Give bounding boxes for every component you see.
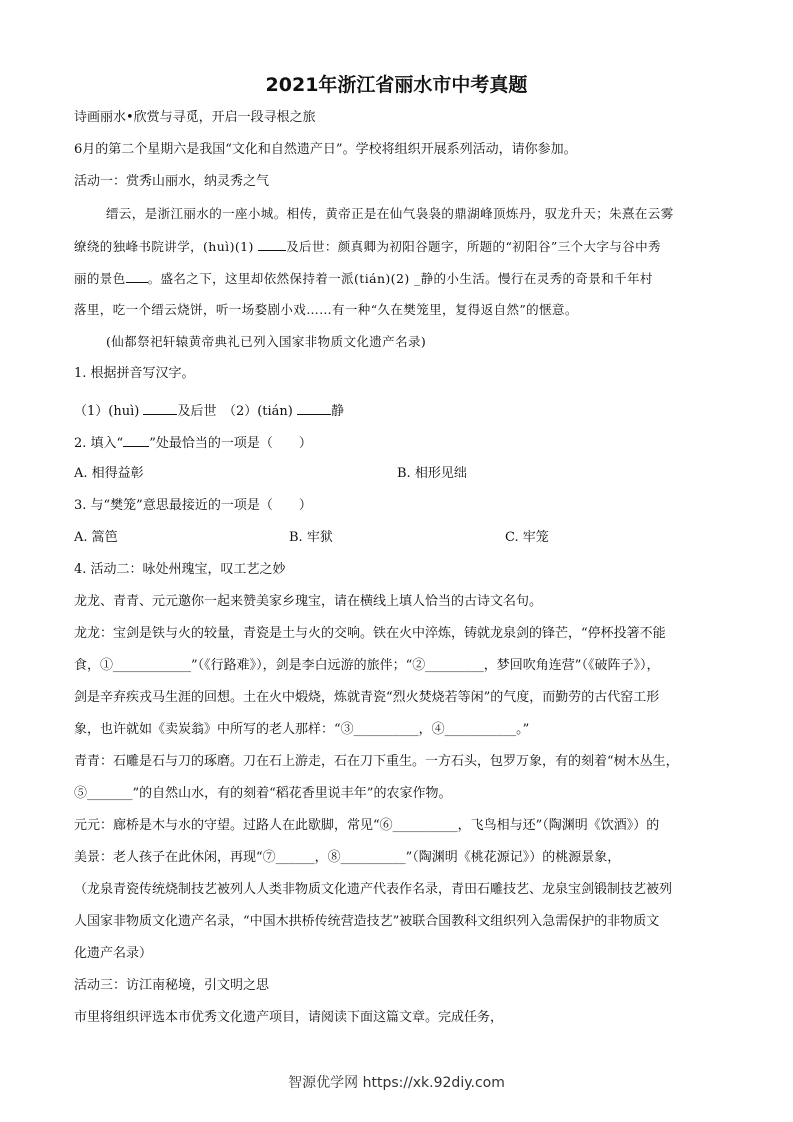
question-4-text: 青青：石雕是石与刀的琢磨。刀在石上游走，石在刀下重生。一方石头，包罗万象，有的刻着“树木丛生， xyxy=(74,754,679,769)
passage-note: (仙都祭祀轩辕黄帝典礼已列入国家非物质文化遗产名录) xyxy=(106,334,427,349)
section-heading: 诗画丽水•欣赏与寻觅，开启一段寻根之旅 xyxy=(74,110,316,125)
question-4: 4. 活动二：咏处州瑰宝，叹工艺之妙 xyxy=(74,562,286,577)
passage-line: 落里，吃一个缙云烧饼，听一场婺剧小戏……有一种“久在樊笼里，复得返自然”的惬意。 xyxy=(74,302,578,317)
question-4-text: 象，也许就如《卖炭翁》中所写的老人那样：“③__________，④___________。” xyxy=(74,722,530,737)
question-4-text: 食，①____________”（《行路难》），剑是李白远游的旅伴；“②_________，梦回吹角连营”（《破阵子》）， xyxy=(74,658,660,673)
activity-3-text: 市里将组织评选本市优秀文化遗产项目，请阅读下面这篇文章。完成任务， xyxy=(74,1010,504,1025)
question-2-option-a: A. 相得益彰 xyxy=(74,466,144,481)
question-1-items: （1）(huì) 及后世 （2）(tián) 静 xyxy=(74,404,345,419)
question-4-intro: 龙龙、青青、元元邀你一起来赞美家乡瑰宝，请在横线上填人恰当的古诗文名句。 xyxy=(74,594,543,609)
passage-line: 缭绕的独峰书院讲学，(huì)(1) 及后世：颜真卿为初阳谷题字，所题的“初阳谷”三个大字与谷中秀 xyxy=(74,239,661,254)
question-4-note: 化遗产名录） xyxy=(74,946,153,961)
question-4-text: 剑是辛弃疾戎马生涯的回想。土在火中煅烧，炼就青瓷“烈火焚烧若等闲”的气度，而勤劳的古代窑工形 xyxy=(74,690,660,705)
activity-1-heading: 活动一：赏秀山丽水，纳灵秀之气 xyxy=(74,174,270,189)
question-3-option-a: A. 篙笆 xyxy=(74,530,118,545)
question-3-option-b: B. 牢狱 xyxy=(289,530,333,545)
passage-line: 缙云，是浙江丽水的一座小城。相传，黄帝正是在仙气袅袅的鼎湖峰顶炼丹，驭龙升天；朱熹在云雾 xyxy=(106,206,674,221)
activity-3-heading: 活动三：访江南秘境，引文明之思 xyxy=(74,978,270,993)
page-title: 2021年浙江省丽水市中考真题 xyxy=(265,74,528,96)
passage-line: 丽的景色 。盛名之下，这里却依然保持着一派(tián)(2) _静的小生活。慢行在灵秀的奇景和千年村 xyxy=(74,271,653,286)
question-3: 3. 与“樊笼”意思最接近的一项是（ ） xyxy=(74,498,312,513)
question-4-text: 美景：老人孩子在此休闲，再现“⑦______，⑧__________”（陶渊明《桃花源记》）的桃源景象， xyxy=(74,850,621,865)
footer-watermark: 智源优学网 https://xk.92diy.com xyxy=(288,1075,505,1091)
question-3-option-c: C. 牢笼 xyxy=(505,530,549,545)
question-4-text: 元元：廊桥是木与水的守望。过路人在此歇脚，常见“⑥__________，飞鸟相与还”（陶渊明《饮酒》）的 xyxy=(74,818,660,833)
question-4-note: （龙泉青瓷传统烧制技艺被列人人类非物质文化遗产代表作名录，青田石雕技艺、龙泉宝剑锻制技艺被列 xyxy=(74,882,673,897)
question-2-option-b: B. 相形见绌 xyxy=(397,466,467,481)
question-4-note: 人国家非物质文化遗产名录，“中国木拱桥传统营造技艺”被联合国教科文组织列入急需保护的非物质文 xyxy=(74,914,660,929)
question-4-text: 龙龙：宝剑是铁与火的较量，青瓷是土与火的交响。铁在火中淬炼，铸就龙泉剑的锋芒，“停杯投箸不能 xyxy=(74,626,666,641)
question-1: 1. 根据拼音写汉字。 xyxy=(74,366,195,381)
intro-text: 6月的第二个星期六是我国“文化和自然遗产日”。学校将组织开展系列活动，请你参加。 xyxy=(74,142,577,157)
question-2: 2. 填入“ ”处最恰当的一项是（ ） xyxy=(74,436,312,451)
question-4-text: ⑤_______”的自然山水，有的刻着“稻花香里说丰年”的农家作物。 xyxy=(74,786,452,801)
